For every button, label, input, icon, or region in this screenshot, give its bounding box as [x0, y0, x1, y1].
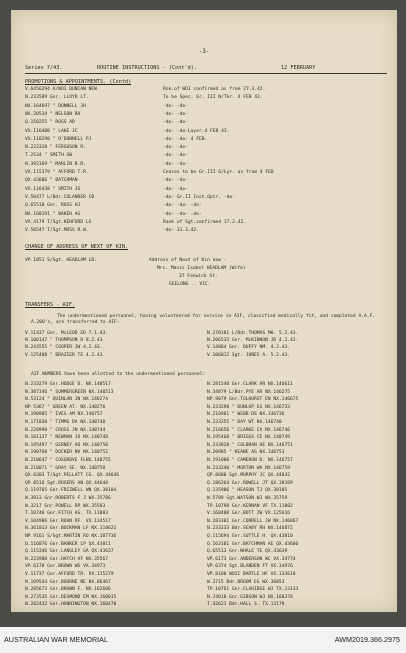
next-of-kin-soldier: VP.1851 S/Sgt. HEADLAM LR.: [25, 258, 97, 263]
transfer-row-left: N.100147 " THOMPSON R 8.2.43.: [25, 338, 106, 344]
promotion-row-right: -do- -do-: [163, 120, 188, 126]
archive-name: AUSTRALIAN WAR MEMORIAL: [4, 635, 108, 644]
aif-number-row-right: VP.8100 WOII BARTLE HF VX.133618: [207, 572, 296, 577]
promotion-row-left: NX.160191 " BAKER AG: [25, 211, 81, 217]
next-of-kin-line: Address of Next of Kin now -: [149, 258, 227, 263]
aif-number-row-right: N.210981 " WEBB DS NX.146736: [207, 412, 285, 418]
promotion-row-right: -do- -do-: [163, 178, 188, 184]
aif-number-row-left: W.3217 Gnr.POWELL RP WX.35583: [25, 503, 106, 509]
aif-number-row-right: Q.65513 Gnr.WHALE TE QX.43639: [207, 549, 288, 555]
promotion-row-left: VX.118290 " O'DONNELL PJ: [25, 136, 92, 142]
aif-number-row-right: W.5709 Sgt.WATSON WJ WX.35759: [207, 496, 288, 501]
promotion-row-right: Ceases to be Gr.III G/Lyr. as from 4 FEB: [163, 170, 274, 175]
aif-number-row-right: NP.9079 Gnr.TOLHURST EN NX.146675: [207, 397, 299, 403]
archive-reference: AWM2019.366.2975: [334, 635, 400, 644]
aif-number-row-left: Q.119765 Gnr.FRIZWELL WN QX.38104: [25, 488, 117, 494]
aif-number-row-left: N.387346 " SUMMERGREEN NX.140513: [25, 389, 114, 395]
aif-number-row-left: N.210647 " COSGROVE FLNX.140755: [25, 458, 111, 463]
aif-number-row-right: N.233255 " DAY WT NX.146740: [207, 420, 282, 425]
transfers-paragraph-text: The undermentioned personnel, having volunteered for service in AIF, classified medically fit, and completed A.A.F. A.200's, are transferred to AIF:: [31, 314, 376, 326]
next-of-kin-line: Mrs. Mavis Isabel HEADLAM (Wife): [157, 266, 246, 271]
promotion-row-right: -do- -do- -do-: [163, 211, 202, 217]
aif-number-row-right: VP.6173 Gnr.ANDERSON WC VX.34774: [207, 556, 296, 562]
aif-number-row-right: N.233298 " DUNLOP EG NX.146733: [207, 404, 290, 410]
aif-number-row-right: N.281540 Gnr.CLARK AR NX.146611: [207, 382, 293, 387]
aif-number-row-right: Q.135906 " HEASON TJ QX.38105: [207, 488, 288, 494]
aif-number-row-right: N.191000 " CAMERON D. NX.146757: [207, 458, 293, 463]
promotion-row-right: -do- -do-: [163, 111, 188, 117]
aif-number-row-left: N.273535 Gnr.DESMOND EM NX.160015: [25, 594, 117, 600]
aif-number-row-left: N.228990 " CROSS JN NX.140744: [25, 427, 106, 433]
next-of-kin-line: GEELONG .. VIC.: [169, 282, 211, 287]
aif-number-row-right: QP.8680 Sgt.MURPHY JC QX.44642: [207, 473, 290, 479]
aif-number-row-right: V.168400 Gnr.BOTT IW VX.125616: [207, 511, 290, 517]
promotions-heading: PROMOTIONS & APPOINTMENTS. (Contd): [25, 79, 132, 85]
promotion-row-right: Rank of Sgt.confirmed 17.2.42.: [163, 219, 246, 225]
promotion-row-right: -do- -do-: [163, 153, 188, 159]
aif-number-row-left: Q.116076 Gnr.BARKER LP QX.43811: [25, 541, 111, 547]
promotion-row-left: NX.164697 " DONNELL JH: [25, 103, 86, 109]
series-number: Series 7/43.: [25, 65, 63, 71]
aif-number-row-left: W.3813 Gnr.ROBERTS F J WX.35786: [25, 496, 111, 501]
promotion-row-left: Q.65518 Gnr. ROSS HJ: [25, 203, 81, 209]
promotion-row-right: -do- -do-: [163, 161, 188, 167]
promotion-row-right: -do- -do- 4 FEB.: [163, 136, 208, 142]
promotion-row-right: -do- -do-: [163, 103, 188, 109]
aif-number-row-left: N.109544 Gnr.BOURNE NE NX.86467: [25, 579, 111, 585]
promotion-row-left: VX.116408 " LAKE JC: [25, 128, 78, 134]
promotion-row-left: VX.116438 " SMITH JG: [25, 186, 81, 192]
aif-number-row-left: QP.8516 Sgt.ROGERS AN QX.44648: [25, 480, 108, 486]
promotion-row-right: -do- -do-: [163, 186, 188, 192]
transfer-row-left: V.125408 " BRAZIER TE 4.2.43.: [25, 352, 106, 358]
promotion-row-right: -do- Gr.II Inst.Optr. -do-: [163, 194, 235, 200]
archive-footer: [0, 627, 406, 653]
transfer-row-left: N.243555 " COOPER JW 4.2.43.: [25, 345, 103, 351]
promotion-row-right: -do- -do-: [163, 145, 188, 151]
aif-number-row-right: T.42621 Bdr.HALL S. TX.13179: [207, 602, 285, 608]
aif-number-row-right: N.74018 Gnr.GIBSON WJ NX.160378: [207, 594, 293, 600]
promotion-row-left: VX.115379 " AFFORD T.R.: [25, 170, 89, 175]
next-of-kin-line: 37 Fenwick St.: [179, 274, 218, 279]
aif-number-row-left: NP.9161 S/Sgt.MARTIN RO NX.107736: [25, 534, 117, 539]
aif-number-row-left: N.195497 " GERNEY AO NX.140750: [25, 442, 108, 448]
transfer-row-left: V.11437 Gnr. McLEOD ED 7.1.43.: [25, 331, 108, 336]
aif-number-row-right: Q.186364 Gnr.ROWELL JT QX.38109: [207, 480, 293, 486]
promotion-row-left: N.222328 " FERGUSON R.: [25, 145, 86, 151]
promotion-row-right: -do- -do- -do-: [163, 203, 202, 209]
promotion-row-left: VX.4179 T/Sgt.KERFORD LG: [25, 219, 92, 225]
aif-number-row-left: N.53124 " QUINLAN JN NX.140274: [25, 397, 108, 403]
aif-number-row-left: N.282432 Gnr.HANNINGTON NX.160470: [25, 602, 117, 608]
next-of-kin-heading: CHANGE OF ADDRESS OF NEXT OF KIN.: [25, 244, 129, 250]
transfers-paragraph: [31, 314, 381, 326]
aif-number-row-left: V.104906 Gnr.ROAN RF. VX.134517: [25, 518, 111, 524]
aif-number-row-right: N.283301 Gnr.CORRELL JW NX.146867: [207, 518, 299, 524]
promotion-row-left: V.50477 L/Bdr.COLANDER CB: [25, 194, 95, 200]
document-title: ROUTINE INSTRUCTIONS - (Cont'd).: [97, 65, 197, 71]
aif-number-row-left: N.171030 " TIMMS DA NX.140740: [25, 420, 106, 425]
aif-number-row-right: VP.6374 Sgt.BLANDEN FT VX.34976: [207, 564, 293, 570]
aif-number-row-left: N.190905 " IVES AM NX.140757: [25, 412, 103, 418]
promotion-row-left: N.392169 " MARLIN B.D.: [25, 161, 86, 167]
promotion-row-right: To be Spec. Gr. III N/Tkr. 4 FEB 43.: [163, 95, 263, 101]
aif-number-row-left: N.285673 Gnr.BROWN F. NX.162606: [25, 587, 111, 593]
aif-number-row-right: Q.115694 Gnr.SUTTLE H. QX.43810: [207, 534, 293, 539]
aif-number-row-right: N.233020 " COLBRAN HE NX.146751: [207, 442, 293, 448]
aif-number-row-right: TP.10798 Gnr.KERNAN VF TX.11002: [207, 503, 293, 509]
transfer-row-right: N.206533 Gnr. McKINNON JD 4.2.43.: [207, 338, 299, 344]
page-number: -3-: [198, 48, 210, 55]
aif-number-row-right: N.210656 " CLARKE CA NX.146746: [207, 427, 290, 433]
aif-number-row-right: N.233240 " MORTON WA NX.146759: [207, 465, 290, 471]
promotion-row-left: NX.20534 " NELSON RA: [25, 111, 81, 117]
header-rule: [25, 73, 387, 74]
transfers-heading: TRANSFERS - AIF.: [25, 302, 75, 308]
document-sheet: [11, 10, 397, 612]
promotion-row-left: V.6456294 A/WOI DUNCAN NEW: [25, 87, 97, 92]
promotion-row-left: V.50547 T/Sgt.MOSS R.W.: [25, 228, 89, 234]
aif-numbers-heading: AIF NUMBERS have been allotted to the undermentioned personnel:: [31, 372, 206, 377]
aif-number-row-left: N.361013 Gnr.BOCKMAN LF NX.118621: [25, 526, 117, 532]
aif-number-row-left: QX.8303 T/Sgt.PELLATT CG. QX.44646: [25, 473, 120, 479]
aif-number-row-right: Q.163101 Gnr.BATCHMAN AE QX.43606: [207, 541, 299, 547]
promotion-row-left: Q.150255 " ROSS AD: [25, 120, 75, 126]
aif-number-row-right: TP.10761 Gnr.CLARIDGE WJ TX.13133: [207, 587, 299, 593]
aif-number-row-left: N.190768 " DOCKER NV NX.140752: [25, 450, 108, 456]
aif-number-row-right: W.3715 Bdr.BROOM EG WX.36853: [207, 579, 285, 585]
transfer-row-right: N.270101 L/Bdr.THOMAS MH. 5.2.43.: [207, 331, 299, 336]
aif-number-row-left: V.11737 Gnr.AFFORD TR. VX.115279: [25, 572, 114, 577]
aif-number-row-left: N.101137 " NEWMAN JO NX.140748: [25, 435, 108, 441]
aif-number-row-left: Q.115346 Gnr.LANGLEY GA QX.43637: [25, 549, 114, 555]
promotion-row-left: T.2534 " SMITH GW: [25, 153, 73, 159]
promotion-row-left: N.233589 Gnr. LLOYD LT.: [25, 95, 89, 101]
aif-number-row-left: N.210871 " GRAY SE. NX.140758: [25, 465, 106, 471]
aif-number-row-left: NP.5367 " GREEN AT. NX.140276: [25, 404, 106, 410]
promotion-row-right: -do- 31.3.42.: [163, 228, 199, 234]
document-date: 12 FEBRUARY: [281, 65, 316, 71]
aif-number-row-right: N.34879 L/Bdr.PYE AR NX.146275: [207, 389, 290, 395]
aif-number-row-left: N.233279 Gnr.HODGE D. NX.140517: [25, 382, 111, 387]
transfer-row-right: V.14064 Gnr. DUFFY NM. 4.2.43.: [207, 345, 290, 351]
promotion-row-right: -do- -do-Layer.4 FEB 43.: [163, 128, 230, 134]
aif-number-row-left: VP.6178 Gnr.BROWN WG VX.34973: [25, 564, 106, 570]
aif-number-row-right: N.20985 " KEANE AG NX.146753: [207, 450, 285, 456]
aif-number-row-left: T.10740 Gnr.FITCH AS. TX.11003: [25, 511, 108, 517]
aif-number-row-right: N.195468 " BRIGGS CE NX.140749: [207, 435, 290, 441]
aif-number-row-left: N.223988 Gnr.HATCH VF NX.35567: [25, 556, 108, 562]
transfer-row-right: V.106012 Sgt. JONES A. 5.2.43.: [207, 352, 290, 358]
promotion-row-left: QX.43606 " BATCHMAN: [25, 178, 78, 184]
aif-number-row-right: N.233233 Bdr.SEABY RH NX.146872: [207, 526, 293, 532]
promotion-row-right: Rnk.of WOI confirmed as from 27.3.42.: [163, 87, 266, 92]
